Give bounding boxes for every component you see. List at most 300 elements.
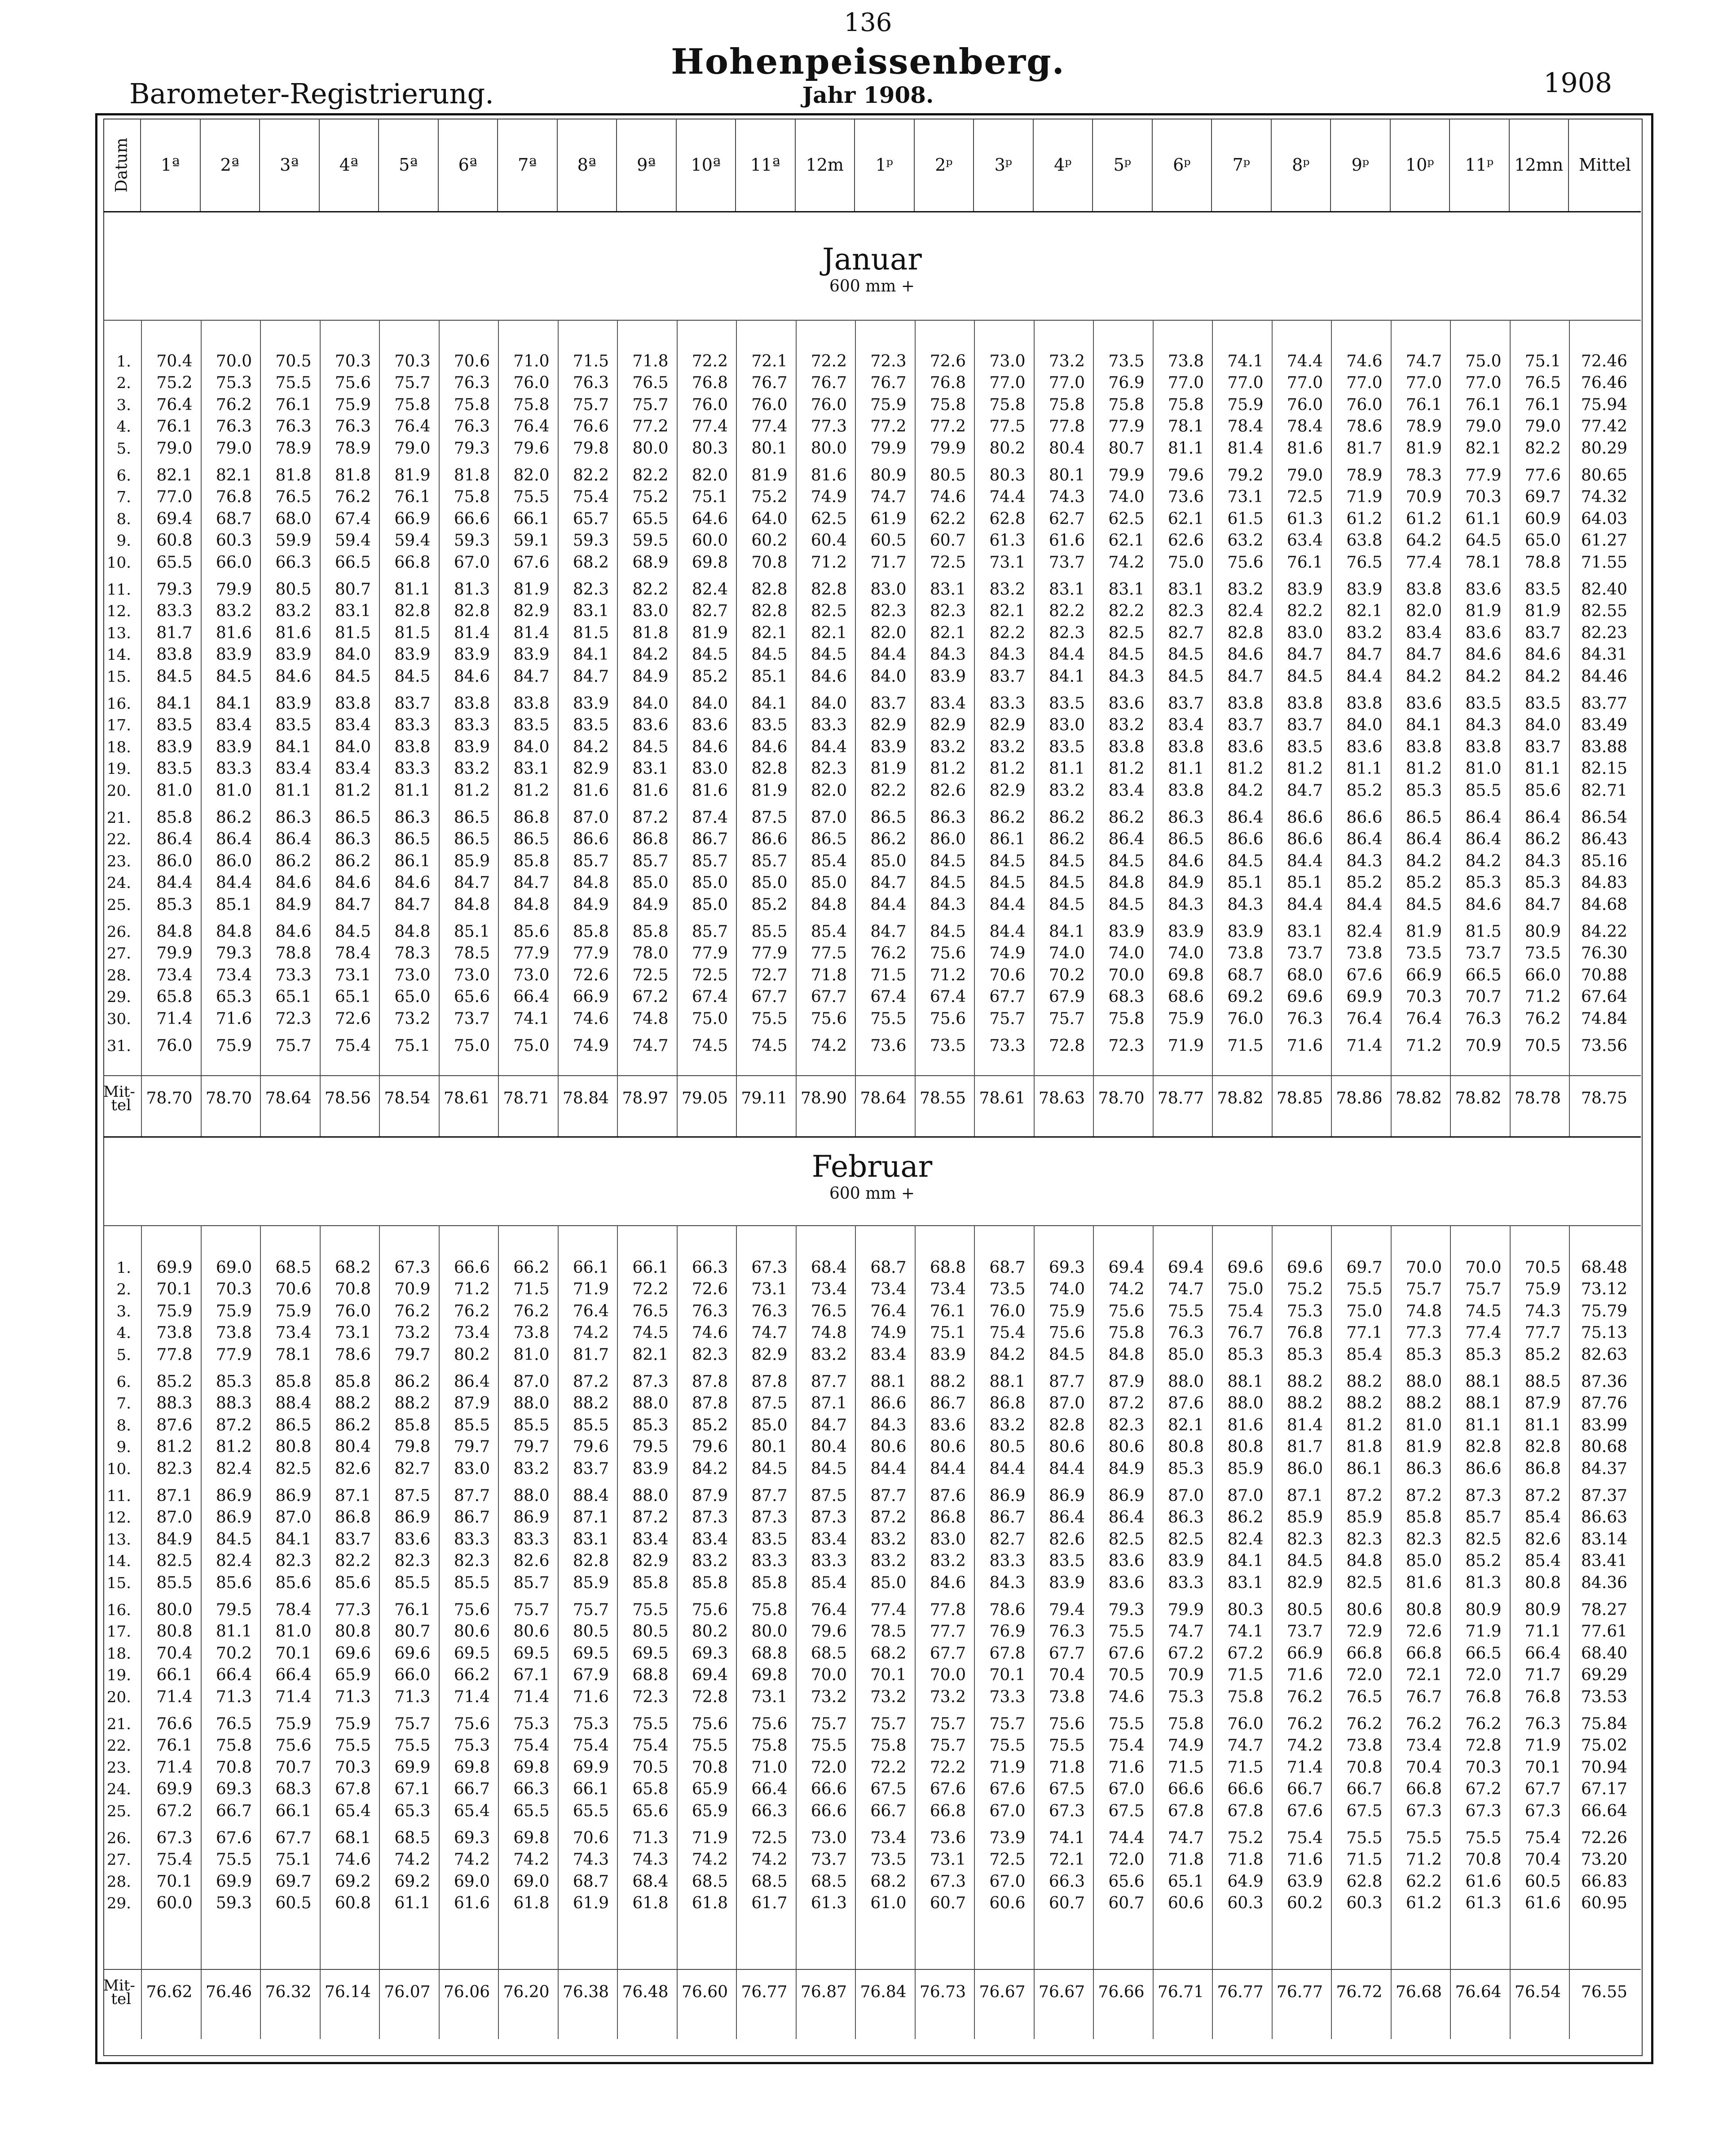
table-cell: 83.2 <box>989 1416 1026 1435</box>
table-cell: 71.9 <box>692 1829 728 1847</box>
table-cell: 78.9 <box>275 439 312 458</box>
table-cell: 72.8 <box>1049 1037 1085 1055</box>
table-cell: 81.2 <box>216 1438 252 1457</box>
table-cell: 76.1 <box>930 1302 966 1320</box>
table-cell: 75.3 <box>1168 1687 1204 1706</box>
table-cell: 82.8 <box>1227 623 1264 642</box>
table-cell: 82.8 <box>1049 1416 1085 1435</box>
table-cell: 84.4 <box>870 1459 907 1478</box>
table-cell: 76.0 <box>156 1037 193 1055</box>
table-cell: 71.7 <box>1525 1666 1561 1685</box>
table-cell: 84.7 <box>513 874 550 892</box>
table-cell: 75.8 <box>1108 1324 1145 1342</box>
table-cell: 84.6 <box>1227 645 1264 664</box>
table-cell: 69.2 <box>335 1872 371 1891</box>
table-cell: 75.6 <box>454 1601 490 1619</box>
table-cell: 68.4 <box>811 1258 847 1277</box>
table-row <box>103 895 1641 915</box>
row-mean: 84.36 <box>1581 1573 1627 1592</box>
table-cell: 62.2 <box>1406 1872 1442 1891</box>
table-cell: 80.2 <box>454 1345 490 1364</box>
row-mean: 83.88 <box>1581 737 1627 756</box>
table-cell: 73.2 <box>394 1009 431 1028</box>
table-cell: 82.8 <box>573 1552 609 1571</box>
table-cell: 79.7 <box>454 1438 490 1457</box>
table-cell: 85.0 <box>1168 1345 1204 1364</box>
table-cell: 76.3 <box>1525 1715 1561 1733</box>
table-cell: 70.6 <box>989 966 1026 984</box>
table-cell: 60.7 <box>930 1894 966 1913</box>
table-cell: 75.9 <box>1525 1280 1561 1299</box>
table-cell: 66.2 <box>513 1258 550 1277</box>
table-cell: 67.7 <box>989 988 1026 1006</box>
column-header-hour: 8ª <box>558 119 617 211</box>
table-cell: 73.0 <box>394 966 431 984</box>
table-cell: 76.4 <box>1406 1009 1442 1028</box>
table-cell: 65.6 <box>1108 1872 1145 1891</box>
table-cell: 77.4 <box>870 1601 907 1619</box>
table-cell: 82.4 <box>1227 602 1264 621</box>
table-cell: 76.2 <box>870 944 907 963</box>
table-cell: 85.2 <box>1525 1345 1561 1364</box>
table-cell: 72.3 <box>275 1009 312 1028</box>
table-cell: 80.1 <box>751 439 788 458</box>
table-cell: 82.8 <box>751 602 788 621</box>
table-cell: 70.1 <box>156 1872 193 1891</box>
table-cell: 76.7 <box>1227 1324 1264 1342</box>
column-header-hour: 5ª <box>379 119 439 211</box>
table-cell: 82.3 <box>1287 1530 1323 1549</box>
row-mean: 77.61 <box>1581 1622 1627 1641</box>
table-cell: 72.7 <box>751 966 788 984</box>
table-cell: 82.6 <box>513 1552 550 1571</box>
row-mean: 72.26 <box>1581 1829 1627 1847</box>
table-cell: 83.4 <box>216 716 252 735</box>
table-cell: 77.7 <box>1525 1324 1561 1342</box>
table-cell: 67.6 <box>930 1780 966 1799</box>
table-cell: 69.9 <box>156 1258 193 1277</box>
table-cell: 83.3 <box>454 1530 490 1549</box>
table-cell: 82.1 <box>1346 602 1383 621</box>
table-cell: 83.5 <box>1287 737 1323 756</box>
table-cell: 75.2 <box>751 488 788 507</box>
mittel-row-label: Mit-tel <box>103 1977 135 2008</box>
table-cell: 77.0 <box>989 374 1026 393</box>
table-cell: 77.8 <box>1049 417 1085 436</box>
table-cell: 83.2 <box>930 737 966 756</box>
table-cell: 86.7 <box>989 1508 1026 1527</box>
table-cell: 66.8 <box>1346 1644 1383 1663</box>
table-cell: 75.5 <box>1346 1280 1383 1299</box>
table-cell: 73.0 <box>989 352 1026 371</box>
table-cell: 74.5 <box>632 1324 669 1342</box>
column-header-hour: 8ᵖ <box>1272 119 1331 211</box>
table-cell: 84.2 <box>1465 667 1502 686</box>
row-mean: 68.40 <box>1581 1644 1627 1663</box>
table-cell: 84.4 <box>1049 645 1085 664</box>
table-cell: 77.0 <box>1346 374 1383 393</box>
table-row <box>103 1757 1641 1778</box>
table-cell: 83.8 <box>1465 737 1502 756</box>
table-cell: 75.5 <box>394 1736 431 1755</box>
table-row <box>103 1643 1641 1664</box>
table-cell: 83.3 <box>1168 1573 1204 1592</box>
row-mean: 68.48 <box>1581 1258 1627 1277</box>
table-cell: 83.5 <box>751 1530 788 1549</box>
table-cell: 67.3 <box>1049 1801 1085 1820</box>
table-cell: 66.7 <box>1287 1780 1323 1799</box>
table-cell: 76.1 <box>394 1601 431 1619</box>
table-cell: 86.5 <box>454 808 490 827</box>
mittel-cell: 78.86 <box>1336 1089 1383 1108</box>
table-cell: 86.4 <box>454 1373 490 1391</box>
table-cell: 82.3 <box>811 759 847 778</box>
table-cell: 85.8 <box>692 1573 728 1592</box>
table-cell: 81.2 <box>156 1438 193 1457</box>
table-cell: 85.0 <box>692 874 728 892</box>
table-cell: 83.5 <box>275 716 312 735</box>
table-cell: 76.0 <box>751 395 788 414</box>
table-cell: 66.7 <box>870 1801 907 1820</box>
table-cell: 80.1 <box>1049 466 1085 485</box>
row-mean: 84.46 <box>1581 667 1627 686</box>
table-cell: 71.1 <box>1525 1622 1561 1641</box>
table-cell: 84.0 <box>1346 716 1383 735</box>
table-cell: 82.9 <box>989 781 1026 800</box>
table-cell: 72.1 <box>1049 1850 1085 1869</box>
table-cell: 84.6 <box>275 667 312 686</box>
table-cell: 60.5 <box>275 1894 312 1913</box>
table-cell: 75.8 <box>1108 395 1145 414</box>
table-cell: 85.0 <box>751 874 788 892</box>
table-cell: 88.4 <box>573 1487 609 1505</box>
table-cell: 87.1 <box>156 1487 193 1505</box>
table-cell: 82.3 <box>1406 1530 1442 1549</box>
table-cell: 79.0 <box>1525 417 1561 436</box>
table-cell: 75.0 <box>1227 1280 1264 1299</box>
table-cell: 82.8 <box>454 602 490 621</box>
table-cell: 88.2 <box>1346 1373 1383 1391</box>
table-cell: 71.2 <box>1525 988 1561 1006</box>
table-cell: 65.0 <box>1525 531 1561 550</box>
table-row <box>103 1507 1641 1528</box>
table-cell: 68.7 <box>573 1872 609 1891</box>
table-cell: 82.9 <box>1287 1573 1323 1592</box>
table-cell: 83.7 <box>870 694 907 713</box>
table-cell: 72.6 <box>692 1280 728 1299</box>
table-cell: 74.7 <box>1168 1829 1204 1847</box>
table-cell: 82.9 <box>513 602 550 621</box>
table-cell: 75.5 <box>1406 1829 1442 1847</box>
table-cell: 71.9 <box>1465 1622 1502 1641</box>
table-cell: 61.6 <box>1049 531 1085 550</box>
table-cell: 74.2 <box>1287 1736 1323 1755</box>
table-row <box>103 351 1641 372</box>
table-cell: 84.2 <box>1465 852 1502 870</box>
column-header-datum-label: Datum <box>112 137 131 193</box>
table-cell: 85.1 <box>751 667 788 686</box>
table-cell: 80.8 <box>1525 1573 1561 1592</box>
table-row <box>103 1872 1641 1892</box>
table-cell: 75.8 <box>870 1736 907 1755</box>
mittel-cell: 76.67 <box>979 1983 1026 2001</box>
table-cell: 84.4 <box>1049 1459 1085 1478</box>
table-cell: 83.3 <box>513 1530 550 1549</box>
table-cell: 85.9 <box>1227 1459 1264 1478</box>
table-cell: 80.7 <box>394 1622 431 1641</box>
table-cell: 67.3 <box>751 1258 788 1277</box>
table-cell: 83.9 <box>454 737 490 756</box>
table-cell: 65.6 <box>632 1801 669 1820</box>
table-cell: 59.1 <box>513 531 550 550</box>
table-cell: 71.4 <box>454 1687 490 1706</box>
table-cell: 69.7 <box>1346 1258 1383 1277</box>
table-cell: 77.3 <box>335 1601 371 1619</box>
table-cell: 80.8 <box>1406 1601 1442 1619</box>
table-cell: 84.5 <box>1287 1552 1323 1571</box>
table-cell: 81.2 <box>454 781 490 800</box>
day-label: 18. <box>106 738 131 756</box>
column-header-hour: 6ᵖ <box>1153 119 1212 211</box>
table-cell: 68.5 <box>394 1829 431 1847</box>
table-cell: 85.9 <box>1287 1508 1323 1527</box>
table-cell: 72.0 <box>1108 1850 1145 1869</box>
table-cell: 76.2 <box>1406 1715 1442 1733</box>
mittel-cell: 76.38 <box>562 1983 609 2001</box>
table-cell: 77.9 <box>513 944 550 963</box>
table-cell: 76.8 <box>1525 1687 1561 1706</box>
table-cell: 60.6 <box>989 1894 1026 1913</box>
year-corner: 1908 <box>1543 67 1612 99</box>
table-cell: 86.6 <box>1346 808 1383 827</box>
table-cell: 83.1 <box>930 580 966 599</box>
table-cell: 63.4 <box>1287 531 1323 550</box>
table-cell: 73.5 <box>930 1037 966 1055</box>
table-cell: 85.7 <box>513 1573 550 1592</box>
table-cell: 83.5 <box>1049 694 1085 713</box>
table-cell: 68.3 <box>1108 988 1145 1006</box>
table-cell: 73.4 <box>811 1280 847 1299</box>
table-cell: 66.1 <box>275 1801 312 1820</box>
table-cell: 60.8 <box>335 1894 371 1913</box>
table-cell: 84.5 <box>1406 895 1442 914</box>
table-cell: 87.0 <box>513 1373 550 1391</box>
table-row <box>103 1301 1641 1322</box>
table-cell: 66.6 <box>1168 1780 1204 1799</box>
table-cell: 84.2 <box>1525 667 1561 686</box>
table-cell: 68.2 <box>870 1644 907 1663</box>
table-cell: 81.3 <box>454 580 490 599</box>
table-cell: 87.6 <box>156 1416 193 1435</box>
table-cell: 84.5 <box>811 645 847 664</box>
table-cell: 80.5 <box>632 1622 669 1641</box>
table-cell: 86.4 <box>1227 808 1264 827</box>
table-cell: 82.1 <box>156 466 193 485</box>
table-cell: 73.2 <box>930 1687 966 1706</box>
table-cell: 76.8 <box>1465 1687 1502 1706</box>
table-cell: 81.5 <box>335 623 371 642</box>
table-cell: 68.0 <box>1287 966 1323 984</box>
table-cell: 80.9 <box>1525 923 1561 941</box>
table-cell: 84.3 <box>930 895 966 914</box>
table-cell: 67.0 <box>989 1872 1026 1891</box>
table-cell: 76.3 <box>275 417 312 436</box>
mittel-cell: 78.54 <box>384 1089 431 1108</box>
table-cell: 86.4 <box>1049 1508 1085 1527</box>
table-cell: 72.6 <box>1406 1622 1442 1641</box>
table-cell: 80.6 <box>1049 1438 1085 1457</box>
row-mean: 78.27 <box>1581 1601 1627 1619</box>
table-cell: 73.8 <box>1049 1687 1085 1706</box>
table-cell: 75.5 <box>335 1736 371 1755</box>
table-cell: 70.9 <box>1406 488 1442 507</box>
table-cell: 61.6 <box>1525 1894 1561 1913</box>
table-cell: 78.1 <box>1168 417 1204 436</box>
row-mean: 84.31 <box>1581 645 1627 664</box>
table-cell: 82.7 <box>989 1530 1026 1549</box>
table-cell: 80.8 <box>275 1438 312 1457</box>
table-cell: 84.7 <box>811 1416 847 1435</box>
column-header-hour: 9ª <box>617 119 677 211</box>
table-cell: 87.3 <box>811 1508 847 1527</box>
table-cell: 72.6 <box>930 352 966 371</box>
table-cell: 86.2 <box>216 808 252 827</box>
table-cell: 86.3 <box>1168 808 1204 827</box>
table-cell: 86.2 <box>335 852 371 870</box>
table-cell: 82.1 <box>216 466 252 485</box>
table-cell: 72.2 <box>632 1280 669 1299</box>
table-cell: 67.8 <box>1168 1801 1204 1820</box>
table-cell: 83.6 <box>1108 1573 1145 1592</box>
table-cell: 86.6 <box>573 830 609 849</box>
table-cell: 75.7 <box>275 1037 312 1055</box>
table-cell: 86.9 <box>513 1508 550 1527</box>
table-cell: 86.5 <box>394 830 431 849</box>
table-row <box>103 1714 1641 1735</box>
table-cell: 83.4 <box>1108 781 1145 800</box>
table-cell: 70.2 <box>216 1644 252 1663</box>
row-mean: 82.23 <box>1581 623 1627 642</box>
table-cell: 75.1 <box>930 1324 966 1342</box>
table-cell: 69.6 <box>1287 988 1323 1006</box>
table-cell: 84.5 <box>1168 667 1204 686</box>
table-cell: 71.2 <box>811 553 847 572</box>
table-cell: 70.9 <box>394 1280 431 1299</box>
table-cell: 84.3 <box>989 1573 1026 1592</box>
day-label: 23. <box>106 852 131 870</box>
table-cell: 73.4 <box>156 966 193 984</box>
table-cell: 75.4 <box>156 1850 193 1869</box>
mittel-divider <box>103 1969 1641 1970</box>
table-cell: 83.0 <box>1287 623 1323 642</box>
table-cell: 81.1 <box>1168 439 1204 458</box>
table-cell: 75.1 <box>1525 352 1561 371</box>
row-mean: 67.64 <box>1581 988 1627 1006</box>
table-row <box>103 1529 1641 1550</box>
table-cell: 77.0 <box>1049 374 1085 393</box>
table-cell: 75.6 <box>1049 1324 1085 1342</box>
table-cell: 83.0 <box>454 1459 490 1478</box>
mittel-cell: 78.77 <box>1157 1089 1204 1108</box>
table-cell: 85.2 <box>156 1373 193 1391</box>
table-cell: 65.0 <box>394 988 431 1006</box>
table-cell: 83.7 <box>335 1530 371 1549</box>
table-cell: 68.4 <box>632 1872 669 1891</box>
table-cell: 84.7 <box>335 895 371 914</box>
table-row <box>103 1258 1641 1278</box>
table-cell: 83.8 <box>1406 737 1442 756</box>
table-cell: 81.1 <box>394 580 431 599</box>
table-cell: 61.2 <box>1406 509 1442 528</box>
table-cell: 84.7 <box>1287 781 1323 800</box>
column-header-hour: 12m <box>796 119 855 211</box>
table-cell: 81.0 <box>216 781 252 800</box>
table-cell: 86.2 <box>1525 830 1561 849</box>
table-cell: 75.4 <box>573 1736 609 1755</box>
table-cell: 75.1 <box>692 488 728 507</box>
table-cell: 80.5 <box>275 580 312 599</box>
row-mean: 60.95 <box>1581 1894 1627 1913</box>
table-cell: 75.6 <box>930 944 966 963</box>
table-cell: 70.4 <box>1049 1666 1085 1685</box>
table-cell: 66.3 <box>275 553 312 572</box>
table-cell: 72.3 <box>632 1687 669 1706</box>
table-cell: 65.5 <box>632 509 669 528</box>
table-cell: 85.9 <box>454 852 490 870</box>
table-cell: 66.7 <box>454 1780 490 1799</box>
table-cell: 83.6 <box>1108 1552 1145 1571</box>
row-mean: 84.68 <box>1581 895 1627 914</box>
table-cell: 86.9 <box>989 1487 1026 1505</box>
table-cell: 59.9 <box>275 531 312 550</box>
table-cell: 77.9 <box>751 944 788 963</box>
table-row <box>103 1486 1641 1506</box>
table-cell: 70.1 <box>1525 1758 1561 1777</box>
table-cell: 75.4 <box>1525 1829 1561 1847</box>
table-cell: 76.0 <box>335 1302 371 1320</box>
row-mean: 75.13 <box>1581 1324 1627 1342</box>
table-cell: 60.7 <box>930 531 966 550</box>
table-cell: 88.1 <box>1465 1394 1502 1413</box>
table-cell: 67.7 <box>751 988 788 1006</box>
table-cell: 66.8 <box>394 553 431 572</box>
row-mean: 75.79 <box>1581 1302 1627 1320</box>
month-name: Januar <box>822 242 922 277</box>
table-cell: 69.3 <box>216 1780 252 1799</box>
table-cell: 59.4 <box>335 531 371 550</box>
table-cell: 85.4 <box>811 923 847 941</box>
table-cell: 74.8 <box>1406 1302 1442 1320</box>
day-label: 20. <box>106 781 131 800</box>
table-cell: 83.3 <box>989 1552 1026 1571</box>
table-cell: 85.9 <box>573 1573 609 1592</box>
table-cell: 87.8 <box>751 1373 788 1391</box>
table-cell: 82.6 <box>1525 1530 1561 1549</box>
table-cell: 82.2 <box>989 623 1026 642</box>
table-cell: 84.1 <box>1406 716 1442 735</box>
table-cell: 73.6 <box>870 1037 907 1055</box>
table-cell: 75.5 <box>632 1601 669 1619</box>
table-cell: 74.2 <box>513 1850 550 1869</box>
table-cell: 83.4 <box>1168 716 1204 735</box>
table-cell: 81.6 <box>1287 439 1323 458</box>
table-cell: 85.5 <box>751 923 788 941</box>
table-cell: 72.5 <box>930 553 966 572</box>
table-cell: 83.9 <box>216 737 252 756</box>
table-cell: 85.8 <box>394 1416 431 1435</box>
table-cell: 85.9 <box>1346 1508 1383 1527</box>
table-cell: 85.4 <box>811 852 847 870</box>
